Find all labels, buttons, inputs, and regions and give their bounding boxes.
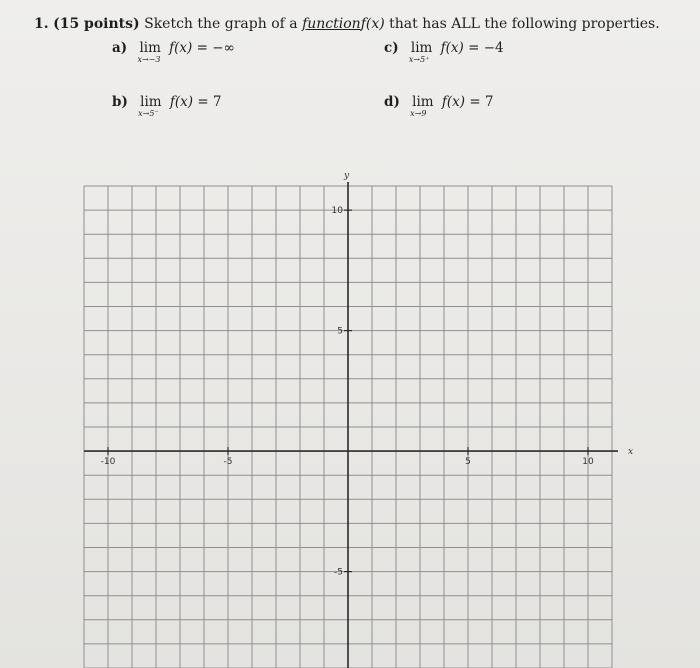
property-label: d) <box>384 94 400 110</box>
question-text-before: Sketch the graph of a <box>144 16 298 32</box>
question-number: 1. <box>34 16 49 32</box>
y-tick-label: -5 <box>334 567 343 578</box>
property-function: f(x) <box>169 94 194 110</box>
property-label: b) <box>112 94 128 110</box>
x-tick-label: -5 <box>223 457 233 468</box>
question-points: (15 points) <box>53 16 140 32</box>
limit-approach: x→−3 <box>137 55 161 64</box>
property-rhs: = −4 <box>468 40 504 56</box>
question-fx: f(x) <box>360 16 385 32</box>
lim-word: lim <box>410 40 433 56</box>
lim-word: lim <box>140 94 162 110</box>
limit-approach: x→5⁻ <box>138 109 159 118</box>
y-tick-label: 10 <box>331 206 343 217</box>
property-rhs: = −∞ <box>196 40 235 56</box>
limit-approach: x→9 <box>410 109 427 118</box>
property-function: f(x) <box>441 94 466 110</box>
property-rhs: = 7 <box>197 94 222 110</box>
x-axis-name: x <box>628 447 634 458</box>
property-label: a) <box>112 40 128 56</box>
y-tick-label: 5 <box>337 326 343 337</box>
question-function-word: function <box>302 16 361 32</box>
lim-word: lim <box>139 40 161 56</box>
property-function: f(x) <box>169 40 193 56</box>
property-rhs: = 7 <box>469 94 494 110</box>
x-tick-label: 5 <box>465 457 471 468</box>
x-tick-label: -10 <box>100 457 116 468</box>
property-label: c) <box>384 40 399 56</box>
y-axis-name: y <box>344 171 350 181</box>
question-text-after: that has ALL the following properties. <box>389 16 660 32</box>
x-tick-label: 10 <box>582 457 594 468</box>
limit-approach: x→5⁺ <box>408 55 430 64</box>
lim-word: lim <box>412 94 434 110</box>
property-function: f(x) <box>440 40 464 56</box>
